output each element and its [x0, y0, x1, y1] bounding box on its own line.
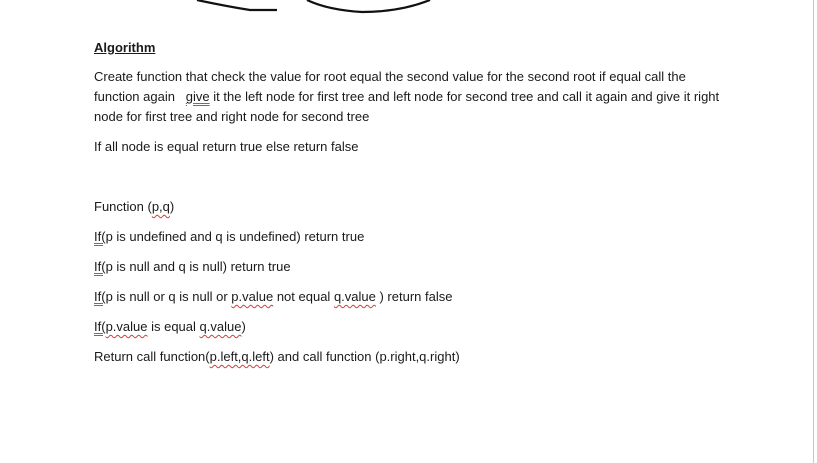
code-identifier: q.value [333, 289, 376, 304]
document-body [94, 38, 724, 367]
pseudocode-line-function [94, 197, 724, 217]
code-text: p is undefined and q is undefined) return true [105, 229, 365, 244]
code-text: ) and call function (p.right,q.right) [269, 349, 460, 364]
code-identifier: q.value [199, 319, 242, 334]
code-params: p,q [151, 199, 170, 214]
tree-sketch-left-stroke [197, 0, 277, 10]
description-part1: Create function that check the value for root equal the second value for the second root if equal call the function again [94, 69, 686, 104]
code-text: ) [241, 319, 246, 334]
document-heading: Algorithm [94, 40, 156, 55]
code-keyword: If( [94, 319, 106, 334]
code-identifier: p.value [231, 289, 274, 304]
pseudocode-line-value-equal [94, 317, 724, 337]
description-part2: it the left node for first tree and left node for second tree and call it again and give it right node for first tree and right node for second tree [94, 89, 720, 124]
code-identifier: p.left,q.left [209, 349, 270, 364]
code-text: p is null and q is null) return true [105, 259, 291, 274]
pseudocode-line-return [94, 347, 724, 367]
algorithm-description [94, 67, 724, 127]
code-keyword: If( [94, 259, 106, 274]
pseudocode-line-null-check [94, 257, 724, 277]
code-text: Return call function( [94, 349, 210, 364]
tree-sketch-right-stroke [307, 0, 430, 12]
code-text: ) return false [375, 289, 453, 304]
pseudocode-line-undefined-check [94, 227, 724, 247]
code-text: not equal [273, 289, 334, 304]
code-text: ) [169, 199, 175, 214]
result-sentence: If all node is equal return true else return false [94, 139, 359, 154]
code-text: p is null or q is null or [105, 289, 232, 304]
code-identifier: p.value [105, 319, 148, 334]
description-word-give: give [185, 89, 210, 104]
page-edge [813, 0, 814, 463]
code-keyword: If( [94, 289, 106, 304]
code-keyword: If( [94, 229, 106, 244]
code-text: is equal [147, 319, 200, 334]
pseudocode-line-either-null [94, 287, 724, 307]
tree-sketch-fragment [0, 0, 817, 20]
code-text: Function ( [94, 199, 152, 214]
